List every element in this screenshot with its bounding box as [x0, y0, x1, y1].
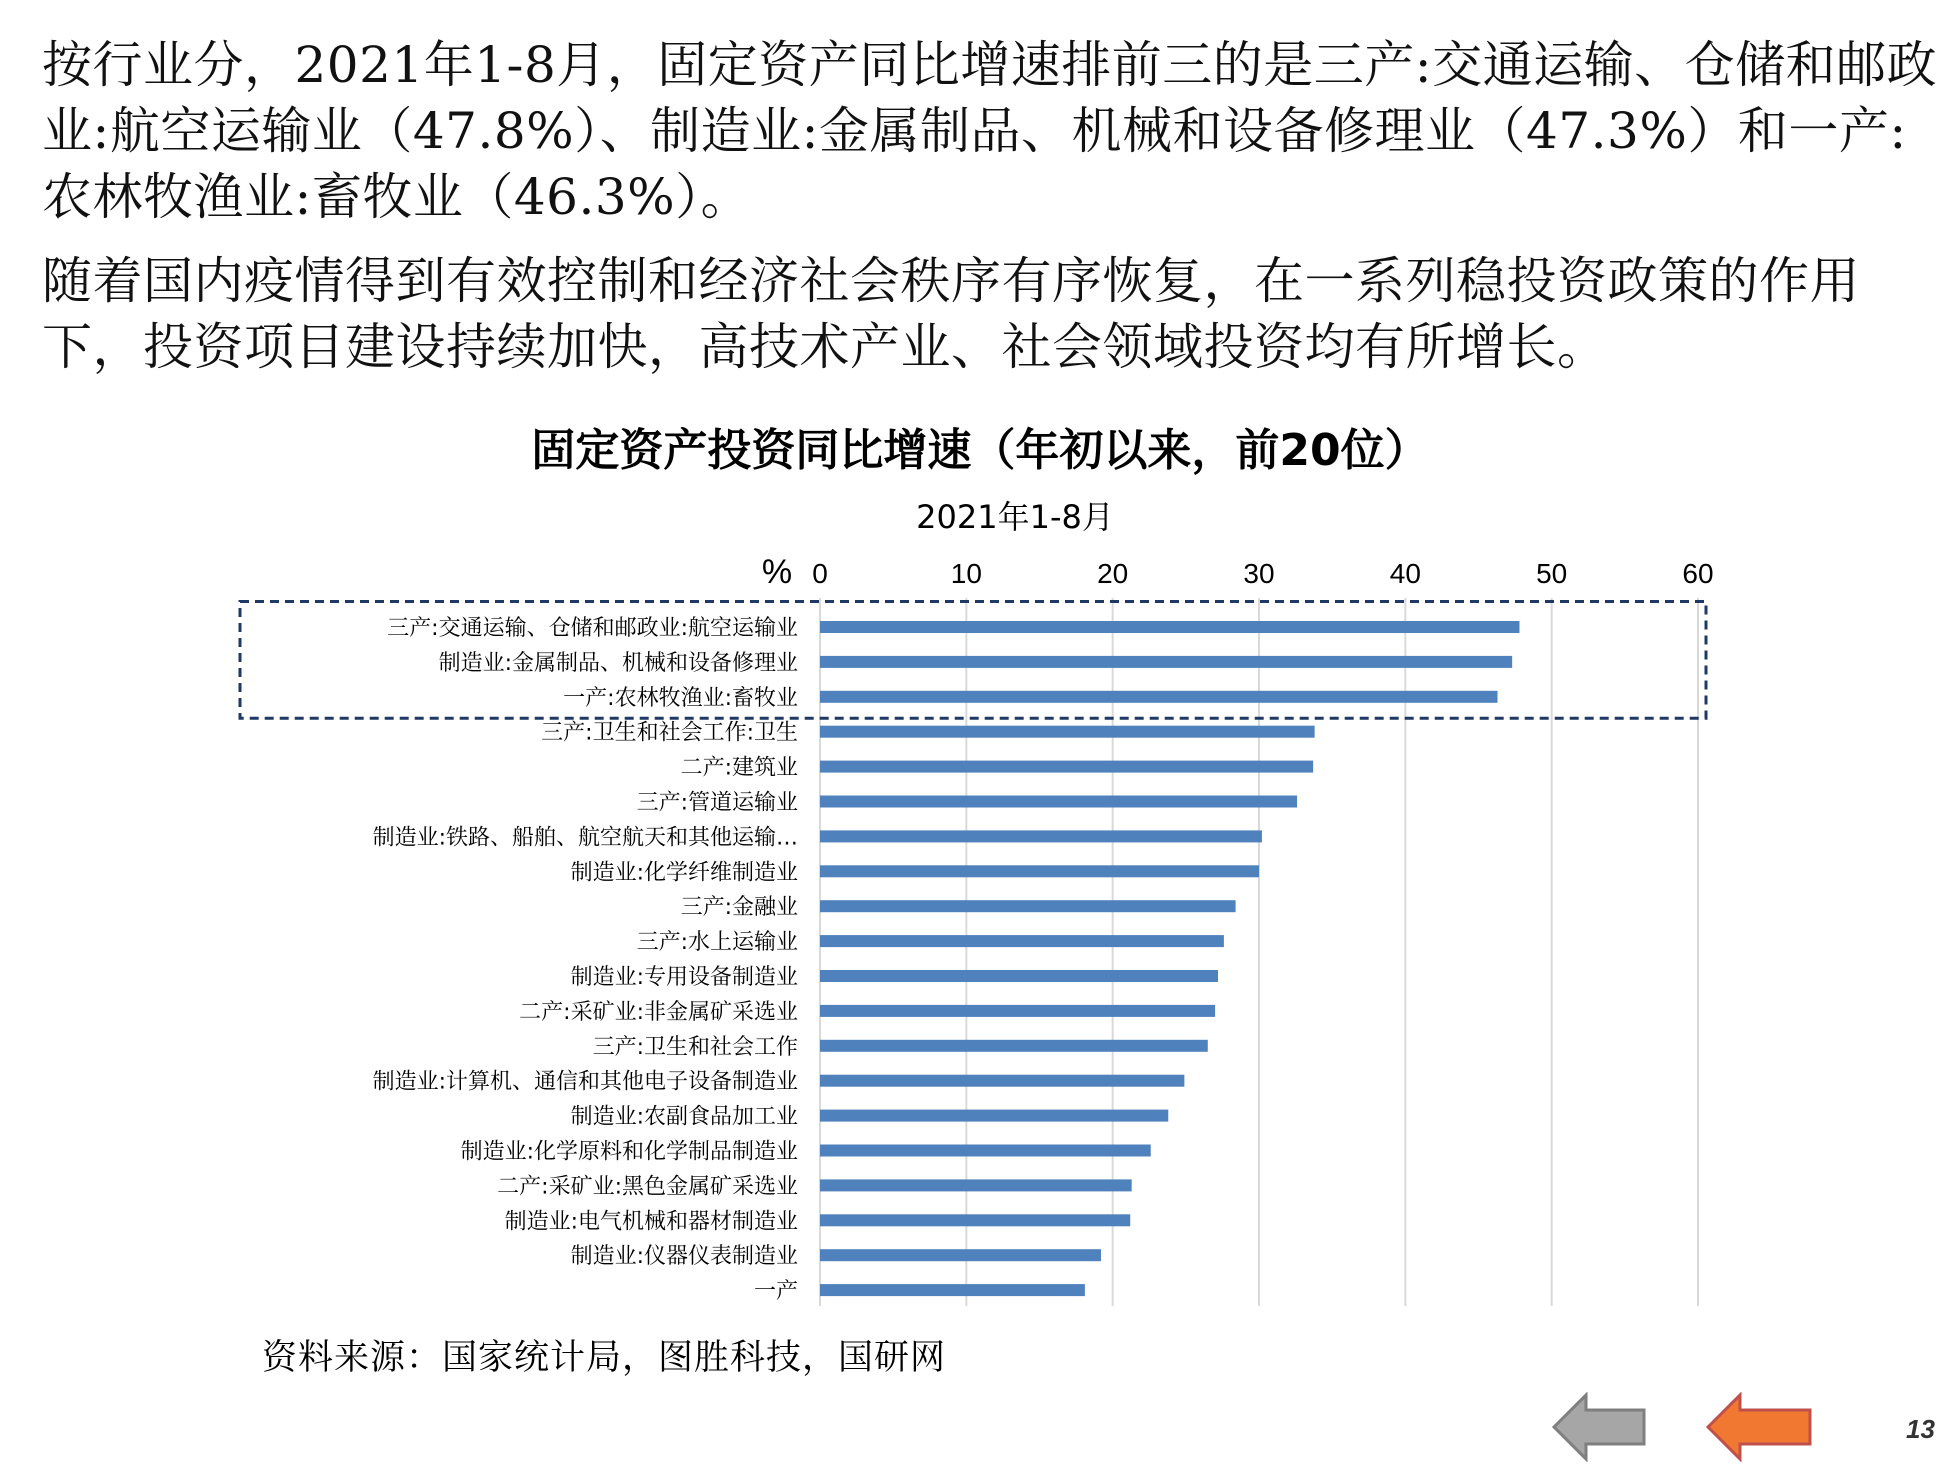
arrow-left-icon — [1708, 1395, 1810, 1459]
chart-subtitle: 2021年1-8月 — [916, 498, 1114, 536]
x-tick-label: 60 — [1682, 558, 1714, 589]
category-label: 制造业:化学纤维制造业 — [570, 860, 798, 886]
category-label: 制造业:专用设备制造业 — [570, 965, 798, 990]
category-label: 制造业:仪器仪表制造业 — [570, 1244, 798, 1270]
bar — [820, 1179, 1132, 1191]
category-label: 制造业:电气机械和器材制造业 — [504, 1209, 798, 1235]
axis-unit-label: % — [761, 553, 793, 591]
x-tick-label: 30 — [1243, 558, 1275, 589]
x-tick-label: 0 — [812, 558, 828, 589]
page-number: 13 — [1906, 1414, 1935, 1444]
bar — [820, 656, 1512, 668]
bar — [820, 621, 1519, 633]
prev-slide-button[interactable] — [1552, 1392, 1664, 1462]
category-label: 二产:建筑业 — [680, 755, 798, 781]
category-label: 一产 — [753, 1279, 798, 1305]
category-label: 三产:金融业 — [680, 895, 798, 921]
chart-title: 固定资产投资同比增速（年初以来，前20位） — [531, 425, 1429, 476]
bar — [820, 761, 1313, 773]
paragraph-investment-outlook: 随着国内疫情得到有效控制和经济社会秩序有序恢复，在一系列稳投资政策的作用下，投资项目建设持续加快，高技术产业、社会领域投资均有所增长。 — [42, 252, 1860, 376]
bar — [820, 1214, 1130, 1226]
category-label: 制造业:化学原料和化学制品制造业 — [460, 1139, 798, 1165]
x-tick-label: 50 — [1536, 558, 1568, 589]
category-label: 三产:卫生和社会工作 — [592, 1034, 798, 1060]
category-label: 制造业:计算机、通信和其他电子设备制造业 — [372, 1069, 798, 1095]
bar — [820, 796, 1297, 808]
x-tick-label: 10 — [950, 558, 982, 589]
bar — [820, 1110, 1168, 1122]
chart-area — [0, 400, 1960, 1320]
bar — [820, 691, 1498, 703]
bar — [820, 1249, 1101, 1261]
category-label: 制造业:农副食品加工业 — [570, 1104, 798, 1130]
category-label: 二产:采矿业:非金属矿采选业 — [519, 999, 798, 1025]
category-label: 制造业:铁路、船舶、航空航天和其他运输… — [372, 825, 798, 851]
x-tick-label: 40 — [1389, 558, 1421, 589]
chart-grid — [820, 598, 1698, 1306]
bar — [820, 726, 1315, 738]
bar — [820, 1005, 1215, 1017]
x-axis-ticks — [812, 558, 1713, 589]
category-label: 二产:采矿业:黑色金属矿采选业 — [497, 1174, 798, 1200]
paragraph-industry-growth: 按行业分，2021年1-8月，固定资产同比增速排前三的是三产:交通运输、仓储和邮政业:航空运输业（47.8%）、制造业:金属制品、机械和设备修理业（47.3%）和一产:农林牧渔业:畜牧业（46.3%）。 — [42, 36, 1938, 226]
bar — [820, 970, 1218, 982]
bar — [820, 935, 1224, 947]
x-tick-label: 20 — [1097, 558, 1129, 589]
category-label: 三产:管道运输业 — [636, 790, 798, 816]
category-label: 三产:水上运输业 — [636, 930, 798, 956]
category-label: 三产:卫生和社会工作:卫生 — [541, 720, 798, 746]
bar-series — [820, 621, 1519, 1296]
next-slide-button[interactable] — [1706, 1392, 1818, 1462]
bar — [820, 900, 1236, 912]
bar — [820, 865, 1259, 877]
bar — [820, 1284, 1085, 1296]
bar — [820, 830, 1262, 842]
bar — [820, 1145, 1151, 1157]
arrow-left-icon — [1554, 1395, 1644, 1459]
bar — [820, 1040, 1208, 1052]
source-note: 资料来源：国家统计局，图胜科技，国研网 — [262, 1338, 947, 1378]
category-label: 三产:交通运输、仓储和邮政业:航空运输业 — [387, 616, 798, 641]
category-label: 制造业:金属制品、机械和设备修理业 — [438, 650, 798, 676]
category-label: 一产:农林牧渔业:畜牧业 — [563, 685, 798, 711]
bar — [820, 1075, 1184, 1087]
